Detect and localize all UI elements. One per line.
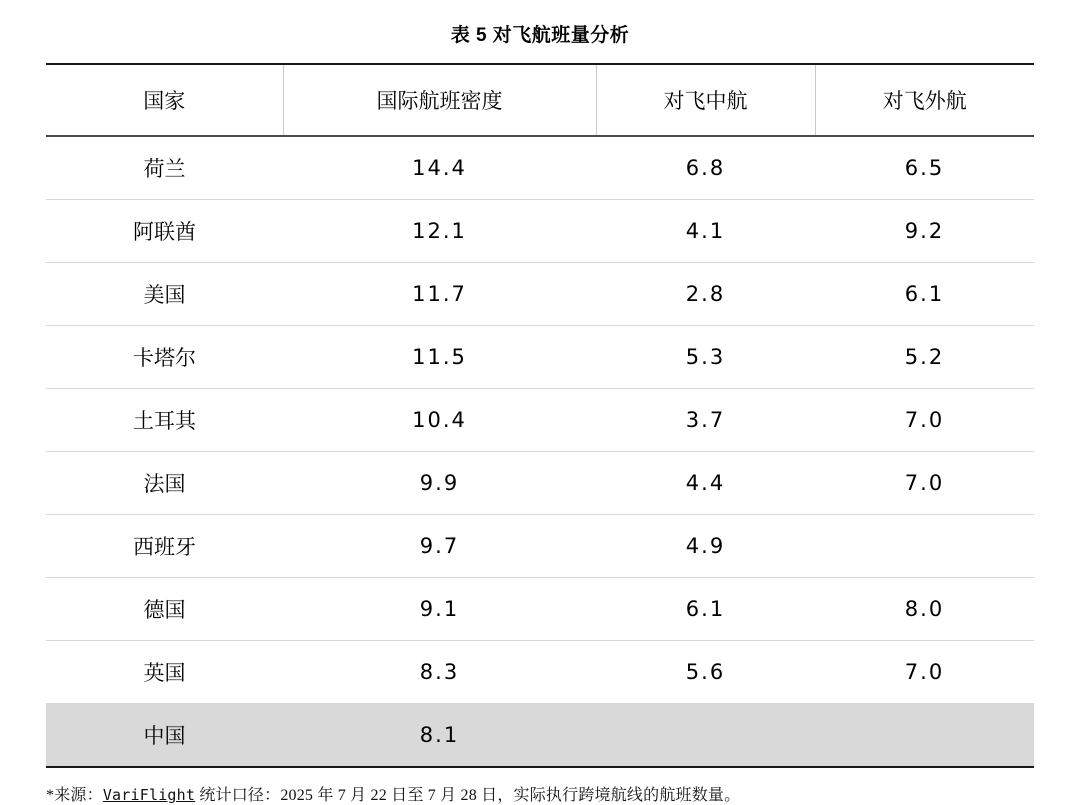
table-row bbox=[46, 389, 1034, 452]
cell-foreign: 6.1 bbox=[815, 263, 1034, 326]
cell-country: 荷兰 bbox=[46, 136, 283, 200]
cell-country: 土耳其 bbox=[46, 389, 283, 452]
cell-country: 西班牙 bbox=[46, 515, 283, 578]
table-row bbox=[46, 515, 1034, 578]
table-row-highlighted bbox=[46, 704, 1034, 768]
cell-country: 美国 bbox=[46, 263, 283, 326]
table-body bbox=[46, 136, 1034, 767]
cell-domestic: 5.6 bbox=[596, 641, 815, 704]
table-row bbox=[46, 136, 1034, 200]
cell-country: 法国 bbox=[46, 452, 283, 515]
column-header-density: 国际航班密度 bbox=[283, 64, 596, 136]
cell-density: 10.4 bbox=[283, 389, 596, 452]
table-header bbox=[46, 64, 1034, 136]
cell-foreign: 5.2 bbox=[815, 326, 1034, 389]
cell-foreign: 8.0 bbox=[815, 578, 1034, 641]
table-row bbox=[46, 326, 1034, 389]
cell-domestic bbox=[596, 704, 815, 768]
cell-foreign bbox=[815, 704, 1034, 768]
table-container bbox=[46, 63, 1034, 768]
cell-domestic: 4.9 bbox=[596, 515, 815, 578]
column-header-country: 国家 bbox=[46, 64, 283, 136]
table-row bbox=[46, 263, 1034, 326]
cell-country: 英国 bbox=[46, 641, 283, 704]
source-note bbox=[46, 782, 1034, 805]
cell-density: 8.1 bbox=[283, 704, 596, 768]
cell-density: 8.3 bbox=[283, 641, 596, 704]
cell-foreign bbox=[815, 515, 1034, 578]
table-caption: 表 5 对飞航班量分析 bbox=[450, 25, 630, 46]
cell-domestic: 6.8 bbox=[596, 136, 815, 200]
cell-foreign: 7.0 bbox=[815, 389, 1034, 452]
cell-density: 11.7 bbox=[283, 263, 596, 326]
table-row bbox=[46, 578, 1034, 641]
cell-country: 德国 bbox=[46, 578, 283, 641]
cell-density: 9.1 bbox=[283, 578, 596, 641]
cell-foreign: 7.0 bbox=[815, 452, 1034, 515]
table-row bbox=[46, 452, 1034, 515]
cell-foreign: 6.5 bbox=[815, 136, 1034, 200]
column-header-foreign: 对飞外航 bbox=[815, 64, 1034, 136]
table-row bbox=[46, 641, 1034, 704]
cell-country: 阿联酋 bbox=[46, 200, 283, 263]
cell-density: 14.4 bbox=[283, 136, 596, 200]
cell-density: 12.1 bbox=[283, 200, 596, 263]
cell-domestic: 4.1 bbox=[596, 200, 815, 263]
cell-domestic: 6.1 bbox=[596, 578, 815, 641]
cell-domestic: 4.4 bbox=[596, 452, 815, 515]
cell-country: 卡塔尔 bbox=[46, 326, 283, 389]
cell-country: 中国 bbox=[46, 704, 283, 768]
cell-density: 9.9 bbox=[283, 452, 596, 515]
cell-domestic: 3.7 bbox=[596, 389, 815, 452]
column-header-domestic: 对飞中航 bbox=[596, 64, 815, 136]
cell-domestic: 5.3 bbox=[596, 326, 815, 389]
flight-analysis-table bbox=[46, 63, 1034, 768]
source-note-prefix: *来源： bbox=[46, 787, 103, 804]
cell-foreign: 7.0 bbox=[815, 641, 1034, 704]
cell-domestic: 2.8 bbox=[596, 263, 815, 326]
cell-density: 9.7 bbox=[283, 515, 596, 578]
cell-density: 11.5 bbox=[283, 326, 596, 389]
table-row bbox=[46, 200, 1034, 263]
source-note-detail: 统计口径：2025 年 7 月 22 日至 7 月 28 日，实际执行跨境航线的航班数量。 bbox=[195, 787, 741, 804]
table-header-row bbox=[46, 64, 1034, 136]
cell-foreign: 9.2 bbox=[815, 200, 1034, 263]
source-name: VariFlight bbox=[102, 786, 196, 804]
